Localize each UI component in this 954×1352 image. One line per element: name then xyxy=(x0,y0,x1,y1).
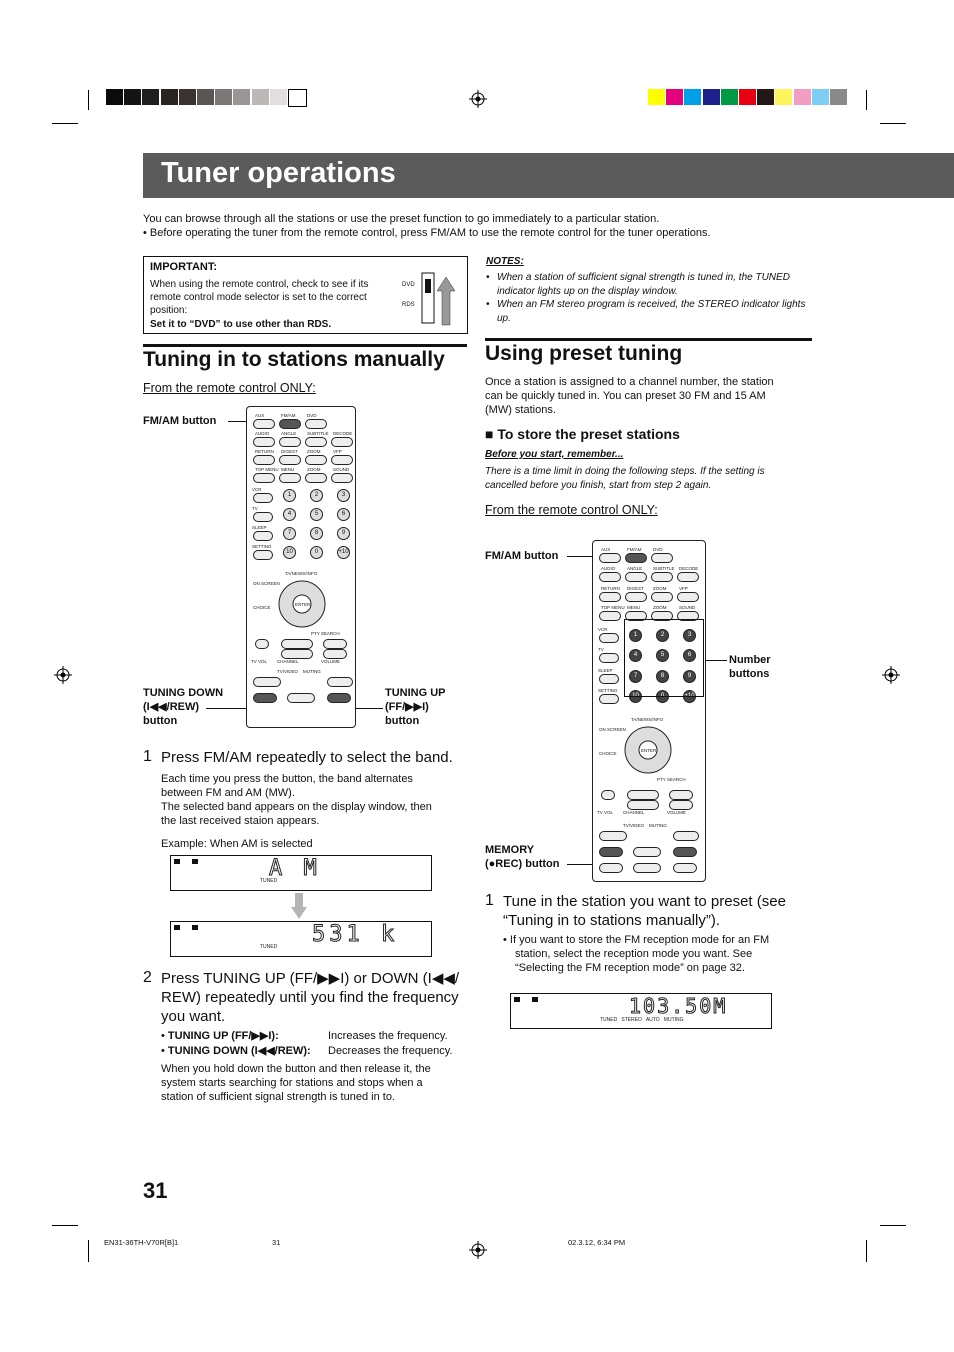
step-body: Each time you press the button, the band alternates between FM and AM (MW). The selected band appears on the display window, then the last received staion appears. xyxy=(161,773,432,827)
remote-number-button: 2 xyxy=(310,489,323,502)
color-swatch xyxy=(161,89,178,105)
color-swatch xyxy=(739,89,756,105)
color-swatch xyxy=(142,89,159,105)
remote-number-button: 5 xyxy=(310,508,323,521)
remote-number-button: 1 xyxy=(283,489,296,502)
remote-label: ANGLE xyxy=(627,566,643,572)
remote-button xyxy=(253,512,273,522)
remote-label: CHOICE xyxy=(253,605,271,610)
remote-label: CHANNEL xyxy=(623,810,645,816)
remote-label: AUDIO xyxy=(601,566,616,572)
remote-label: TV/VIDEO xyxy=(277,669,299,674)
crop-mark xyxy=(880,1225,906,1226)
crop-mark xyxy=(88,90,89,110)
remote-label: SLEEP xyxy=(598,667,613,673)
remote-label: VOLUME xyxy=(321,659,341,664)
remote-button xyxy=(253,455,275,465)
section-heading-preset: Using preset tuning xyxy=(485,342,683,365)
callout-fmam: FM/AM button xyxy=(485,550,559,562)
color-swatch xyxy=(106,89,123,105)
remote-label: TV xyxy=(598,647,604,653)
remote-button xyxy=(599,863,623,873)
switch-label-dvd: DVD xyxy=(402,282,415,288)
callout-memory: MEMORY (●REC) button xyxy=(485,844,560,870)
remote-label: TOP MENU xyxy=(601,605,625,611)
remote-button xyxy=(651,592,673,602)
remote-label: TA/NEWS/INFO xyxy=(631,716,664,722)
remote-number-button: 1 xyxy=(629,629,642,642)
color-swatch xyxy=(757,89,774,105)
remote-button xyxy=(677,592,699,602)
color-swatch xyxy=(197,89,214,105)
remote-label: VCR xyxy=(598,626,608,632)
registration-mark-icon xyxy=(882,666,900,684)
remote-button xyxy=(599,847,623,857)
store-heading: ■ To store the preset stations xyxy=(485,426,680,442)
remote-label: AUX xyxy=(601,547,611,552)
remote-number-button: 0 xyxy=(310,546,323,559)
display-window xyxy=(510,993,772,1029)
section-heading-manual: Tuning in to stations manually xyxy=(143,348,445,371)
remote-label: ZOOM xyxy=(653,585,667,591)
crop-mark xyxy=(866,1240,867,1262)
footer-file: EN31-36TH-V70R[B]1 xyxy=(104,1238,179,1247)
remote-label: DECODE xyxy=(679,566,699,572)
color-swatch xyxy=(666,89,683,105)
important-bold: Set it to “DVD” to use other than RDS. xyxy=(150,319,332,330)
remote-number-button: 5 xyxy=(656,649,669,662)
before-heading: Before you start, remember... xyxy=(485,449,624,460)
remote-number-button: 7 xyxy=(629,670,642,683)
indicator-badge xyxy=(174,859,180,864)
display-window xyxy=(170,921,432,957)
remote-label: ENTER xyxy=(295,602,311,607)
indicator-badge xyxy=(514,997,520,1002)
registration-mark-icon xyxy=(469,90,487,108)
remote-number-button: 6 xyxy=(683,649,696,662)
manual-subhead: From the remote control ONLY: xyxy=(143,381,316,395)
remote-number-button: 10 xyxy=(283,546,296,559)
remote-label: AUDIO xyxy=(255,431,270,436)
intro-line-1: You can browse through all the stations or use the preset function to go immediately to a particular station. xyxy=(143,213,660,225)
color-swatch xyxy=(648,89,665,105)
footer-date: 02.3.12, 6:34 PM xyxy=(568,1238,626,1247)
crop-mark xyxy=(52,123,78,124)
crop-mark xyxy=(52,1225,78,1226)
arrow-down-icon xyxy=(291,893,307,919)
crop-mark xyxy=(880,123,906,124)
remote-button xyxy=(331,455,353,465)
remote-label: MENU xyxy=(627,605,641,611)
remote-label: TV xyxy=(252,506,258,511)
remote-label: VCR xyxy=(252,487,262,492)
remote-number-button: 9 xyxy=(337,527,350,540)
remote-label: ANGLE xyxy=(281,431,297,436)
remote-button xyxy=(279,473,301,483)
remote-number-button: 4 xyxy=(629,649,642,662)
remote-label: TA/NEWS/INFO xyxy=(285,571,318,576)
remote-label: DECODE xyxy=(333,431,353,436)
remote-button xyxy=(599,553,621,563)
remote-button xyxy=(253,437,275,447)
display-window xyxy=(170,855,432,891)
remote-button xyxy=(305,455,327,465)
indicator-badge xyxy=(174,925,180,930)
remote-number-button: 10 xyxy=(629,690,642,703)
remote-button xyxy=(323,639,347,649)
remote-label: MENU xyxy=(281,467,295,472)
remote-button xyxy=(331,437,353,447)
step-number: 1 xyxy=(485,892,494,909)
color-swatch xyxy=(812,89,829,105)
remote-label: ON SCREEN xyxy=(599,726,626,732)
remote-label: DIGEST xyxy=(627,585,644,591)
color-swatch xyxy=(215,89,232,105)
remote-label: SUBTITLE xyxy=(653,566,675,572)
remote-button xyxy=(305,437,327,447)
remote-label: TOP MENU xyxy=(255,467,279,472)
remote-button xyxy=(253,473,275,483)
remote-button xyxy=(327,693,351,703)
color-swatch xyxy=(252,89,269,105)
remote-button xyxy=(651,572,673,582)
remote-button xyxy=(627,790,659,800)
remote-button xyxy=(625,553,647,563)
switch-label-rds: RDS xyxy=(402,302,415,308)
remote-button xyxy=(599,653,619,663)
display-reading: 531 k xyxy=(312,922,399,947)
remote-button xyxy=(599,831,627,841)
remote-number-button: 3 xyxy=(337,489,350,502)
note-item: When a station of sufficient signal strength is tuned in, the TUNED indicator lights up on the display window. xyxy=(497,272,790,297)
page-title: Tuner operations xyxy=(161,157,396,189)
remote-button xyxy=(599,611,621,621)
remote-label: SETTING xyxy=(252,544,272,549)
remote-button xyxy=(625,572,647,582)
color-swatch xyxy=(794,89,811,105)
remote-label: ENTER xyxy=(641,747,657,753)
intro-line-2: • Before operating the tuner from the remote control, press FM/AM to use the remote control for the tuner operations. xyxy=(143,227,711,239)
remote-number-button: 7 xyxy=(283,527,296,540)
remote-button xyxy=(633,863,661,873)
remote-button xyxy=(673,863,697,873)
example-label: Example: When AM is selected xyxy=(161,838,313,850)
footer-page: 31 xyxy=(272,1238,281,1247)
color-swatch xyxy=(179,89,196,105)
remote-button xyxy=(305,473,327,483)
remote-number-button: 8 xyxy=(310,527,323,540)
remote-label: SLEEP xyxy=(252,525,267,530)
preset-intro: Once a station is assigned to a channel number, the station can be quickly tuned in. You can preset 30 FM and 15 AM (MW) stations. xyxy=(485,376,774,416)
registration-mark-icon xyxy=(54,666,72,684)
remote-label: ZOOM xyxy=(307,467,321,472)
remote-label: MUTING xyxy=(649,822,667,828)
remote-label: CHOICE xyxy=(599,750,617,756)
indicator-row: TUNED STEREO AUTO MUTING xyxy=(600,1017,684,1023)
important-heading: IMPORTANT: xyxy=(150,261,218,273)
remote-label: FM/AM xyxy=(627,547,642,552)
remote-number-button: 2 xyxy=(656,629,669,642)
remote-button xyxy=(599,633,619,643)
step-text: Tune in the station you want to preset (see “Tuning in to stations manually”). xyxy=(503,893,786,929)
remote-label: TV/VIDEO xyxy=(623,822,645,828)
tuned-indicator: TUNED xyxy=(260,878,278,884)
remote-button xyxy=(599,572,621,582)
remote-button xyxy=(677,572,699,582)
section-rule xyxy=(485,338,812,341)
remote-button xyxy=(331,473,353,483)
bullet-tuning-down: • TUNING DOWN (I◀◀/REW): Decreases the frequency. xyxy=(161,1045,453,1057)
remote-button xyxy=(253,493,273,503)
remote-label: RETURN xyxy=(601,585,620,591)
remote-number-button: 9 xyxy=(683,670,696,683)
bullet-tuning-up: • TUNING UP (FF/▶▶I): Increases the frequency. xyxy=(161,1030,448,1042)
remote-button xyxy=(305,419,327,429)
remote-button xyxy=(255,639,269,649)
remote-button xyxy=(651,553,673,563)
remote-label: PTY SEARCH xyxy=(311,631,340,636)
remote-label: VOLUME xyxy=(667,810,687,816)
before-text: There is a time limit in doing the following steps. If the setting is cancelled before you finish, start from step 2 again. xyxy=(485,466,765,491)
remote-control-illustration xyxy=(592,540,706,882)
remote-label: SOUND xyxy=(679,605,696,611)
remote-button xyxy=(281,639,313,649)
step-number: 1 xyxy=(143,748,152,765)
step-text: Press FM/AM repeatedly to select the band. xyxy=(161,749,453,766)
remote-number-button: 8 xyxy=(656,670,669,683)
color-swatch xyxy=(721,89,738,105)
step-bullet: • If you want to store the FM reception mode for an FM station, select the reception mode you want. See “Selecting the FM reception mode” on page 32. xyxy=(503,934,770,974)
callout-tuning-down: TUNING DOWN (I◀◀/REW) button xyxy=(143,687,224,727)
remote-label: TV VOL xyxy=(597,810,614,816)
remote-button xyxy=(673,831,699,841)
remote-label: SUBTITLE xyxy=(307,431,329,436)
section-rule xyxy=(143,344,467,347)
remote-label: FM/AM xyxy=(281,413,296,418)
remote-label: DIGEST xyxy=(281,449,298,454)
remote-button xyxy=(599,694,619,704)
remote-button xyxy=(599,592,621,602)
indicator-badge xyxy=(192,859,198,864)
remote-label: TV VOL xyxy=(251,659,268,664)
registration-mark-icon xyxy=(469,1241,487,1259)
color-swatch xyxy=(775,89,792,105)
color-swatch xyxy=(124,89,141,105)
color-swatch xyxy=(684,89,701,105)
remote-label: AUX xyxy=(255,413,265,418)
callout-fmam: FM/AM button xyxy=(143,415,217,427)
note-bullet: • xyxy=(486,272,490,283)
indicator-badge xyxy=(532,997,538,1002)
remote-button xyxy=(669,790,693,800)
preset-subhead: From the remote control ONLY: xyxy=(485,503,658,517)
color-swatch xyxy=(703,89,720,105)
remote-button xyxy=(625,592,647,602)
important-box xyxy=(143,256,468,334)
remote-button xyxy=(633,847,661,857)
crop-mark xyxy=(866,90,867,110)
notes-heading: NOTES: xyxy=(486,256,524,267)
title-bar xyxy=(143,153,954,198)
closing-text: When you hold down the button and then release it, the system starts searching for stations and stops when a station of sufficient signal strength is tuned in to. xyxy=(161,1063,431,1103)
crop-mark xyxy=(88,1240,89,1262)
remote-button xyxy=(253,677,281,687)
color-swatch xyxy=(270,89,287,105)
remote-label: SOUND xyxy=(333,467,350,472)
remote-button xyxy=(627,800,659,810)
remote-button xyxy=(323,649,347,659)
remote-button xyxy=(287,693,315,703)
remote-number-button: +10 xyxy=(683,690,696,703)
remote-control-illustration xyxy=(246,406,356,728)
color-swatch xyxy=(830,89,847,105)
remote-label: DVD xyxy=(653,547,663,552)
note-bullet: • xyxy=(486,299,490,310)
remote-button xyxy=(253,419,275,429)
remote-number-button: 4 xyxy=(283,508,296,521)
color-swatch xyxy=(288,89,307,107)
important-text: When using the remote control, check to see if its remote control mode selector is set to the correct position: xyxy=(150,279,369,316)
page-number: 31 xyxy=(143,1178,168,1203)
remote-button xyxy=(279,455,301,465)
remote-label: VFP xyxy=(679,585,688,591)
remote-button xyxy=(253,550,273,560)
remote-label: CHANNEL xyxy=(277,659,299,664)
step-number: 2 xyxy=(143,969,152,986)
remote-label: VFP xyxy=(333,449,342,454)
remote-button xyxy=(253,531,273,541)
color-swatch xyxy=(233,89,250,105)
number-buttons-highlight xyxy=(624,619,704,697)
note-item: When an FM stereo program is received, the STEREO indicator lights up. xyxy=(497,299,806,324)
remote-label: SETTING xyxy=(598,688,618,694)
remote-label: RETURN xyxy=(255,449,274,454)
remote-label: ZOOM xyxy=(653,605,667,611)
remote-number-button: 3 xyxy=(683,629,696,642)
remote-button xyxy=(279,419,301,429)
remote-button xyxy=(673,847,697,857)
remote-number-button: +10 xyxy=(337,546,350,559)
remote-button xyxy=(253,693,277,703)
tuned-indicator: TUNED xyxy=(260,944,278,950)
remote-label: PTY SEARCH xyxy=(657,776,686,782)
remote-button xyxy=(281,649,313,659)
remote-button xyxy=(279,437,301,447)
mode-switch-icon xyxy=(420,269,464,329)
remote-label: MUTING xyxy=(303,669,321,674)
remote-button xyxy=(599,674,619,684)
remote-label: DVD xyxy=(307,413,317,418)
display-reading: A M xyxy=(269,856,321,881)
step-text: Press TUNING UP (FF/▶▶I) or DOWN (I◀◀/ REW) repeatedly until you find the frequency you want. xyxy=(161,970,460,1025)
remote-button xyxy=(601,790,615,800)
remote-button xyxy=(669,800,693,810)
remote-label: ON SCREEN xyxy=(253,581,280,586)
indicator-badge xyxy=(192,925,198,930)
remote-button xyxy=(327,677,353,687)
callout-tuning-up: TUNING UP (FF/▶▶I) button xyxy=(385,687,446,727)
remote-number-button: 0 xyxy=(656,690,669,703)
remote-label: ZOOM xyxy=(307,449,321,454)
remote-number-button: 6 xyxy=(337,508,350,521)
callout-number-buttons: Number buttons xyxy=(729,654,771,680)
display-reading: 103.50M xyxy=(629,994,728,1018)
